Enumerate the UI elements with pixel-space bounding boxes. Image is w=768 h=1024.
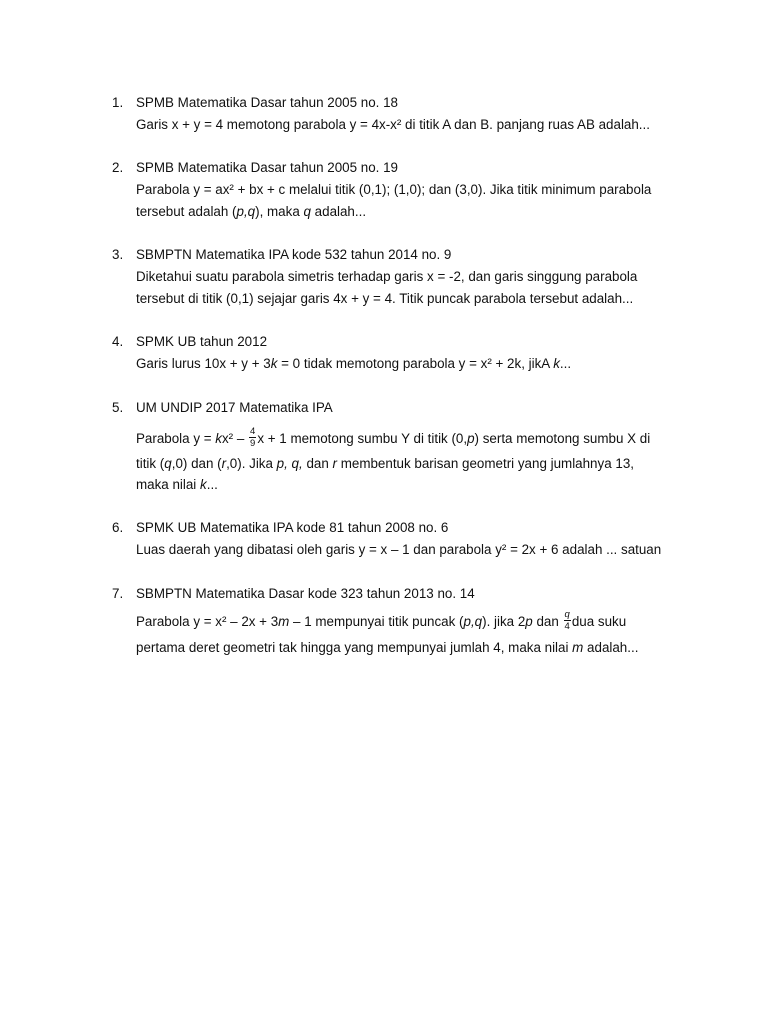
question-header: SPMB Matematika Dasar tahun 2005 no. 19 [136, 160, 399, 175]
question-text: Parabola y = ax² + bx + c melalui titik (0,1); (1,0); dan (3,0). Jika titik minimum parabola [136, 182, 652, 197]
question-text: Parabola y = kx² – $\frac{4}{9}$ x + 1 memotong sumbu Y di titik (0,p) serta memotong sumbu X di [136, 426, 651, 449]
question-number: 3. [112, 247, 124, 262]
fraction: $\frac{4}{9}$ [250, 426, 256, 449]
question-text: Parabola y = x² – 2x + 3m – 1 mempunyai titik puncak (p,q). jika 2p dan $\frac{q}{4}$ dua suku [136, 609, 627, 632]
question-number: 7. [112, 586, 124, 601]
question-header: SPMB Matematika Dasar tahun 2005 no. 18 [136, 95, 399, 110]
question-text: tersebut di titik (0,1) sejajar garis 4x + y = 4. Titik puncak parabola tersebut adalah... [136, 291, 634, 306]
question-number: 4. [112, 334, 124, 349]
question-header: SPMK UB tahun 2012 [136, 334, 268, 349]
question-header: SPMK UB Matematika IPA kode 81 tahun 2008 no. 6 [136, 520, 449, 535]
question-header: SBMPTN Matematika Dasar kode 323 tahun 2013 no. 14 [136, 586, 475, 601]
question-text: Garis x + y = 4 memotong parabola y = 4x-x² di titik A dan B. panjang ruas AB adalah... [136, 117, 650, 132]
question-number: 1. [112, 95, 124, 110]
question-text: tersebut adalah (p,q), maka q adalah... [136, 204, 367, 219]
question-text: Diketahui suatu parabola simetris terhadap garis x = -2, dan garis singgung parabola [136, 269, 638, 284]
question-header: SBMPTN Matematika IPA kode 532 tahun 2014 no. 9 [136, 247, 452, 262]
question-text: titik (q,0) dan (r,0). Jika p, q, dan r membentuk barisan geometri yang jumlahnya 13, [136, 456, 634, 471]
question-number: 2. [112, 160, 124, 175]
question-text: maka nilai k... [136, 477, 218, 492]
question-header: UM UNDIP 2017 Matematika IPA [136, 400, 333, 415]
question-number: 6. [112, 520, 124, 535]
question-text: Luas daerah yang dibatasi oleh garis y = x – 1 dan parabola y² = 2x + 6 adalah ... satuan [136, 542, 662, 557]
question-text: pertama deret geometri tak hingga yang mempunyai jumlah 4, maka nilai m adalah... [136, 640, 639, 655]
question-text: Garis lurus 10x + y + 3k = 0 tidak memotong parabola y = x² + 2k, jikA k... [136, 356, 572, 371]
question-number: 5. [112, 400, 124, 415]
fraction: $\frac{q}{4}$ [564, 609, 570, 632]
